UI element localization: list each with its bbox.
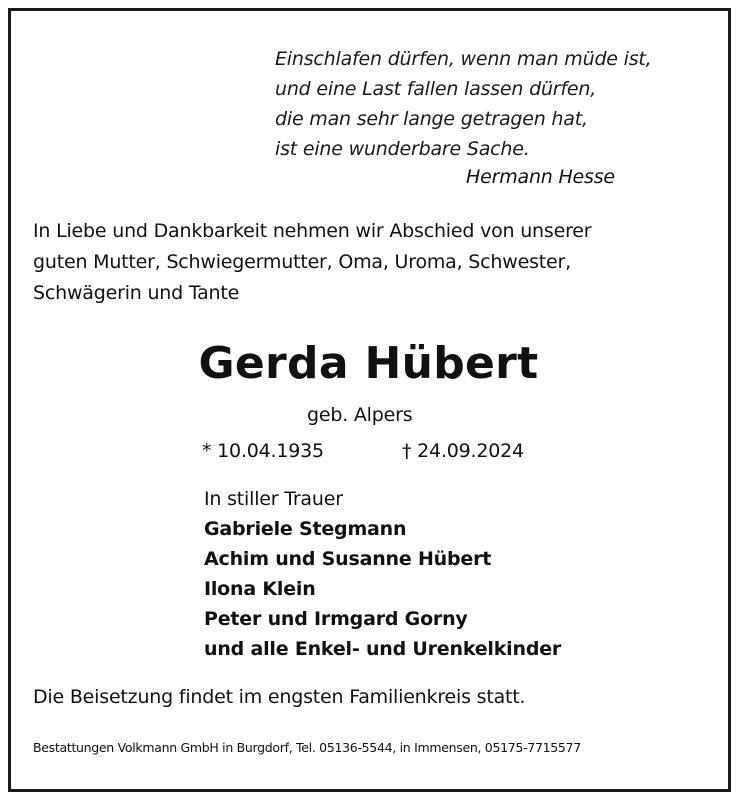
mourner-name: und alle Enkel- und Urenkelkinder [204,638,562,660]
burial-note: Die Beisetzung findet im engsten Familienkreis statt. [33,686,526,708]
quote-line: und eine Last fallen lassen dürfen, [275,78,597,100]
death-date: † 24.09.2024 [402,440,524,462]
intro-text [33,216,591,309]
mourners-list [204,484,561,664]
birth-name: geb. Alpers [307,404,413,426]
mourner-name: Gabriele Stegmann [204,518,407,540]
quote-line: die man sehr lange getragen hat, [275,108,588,130]
intro-line: In Liebe und Dankbarkeit nehmen wir Abschied von unserer [33,220,592,242]
quote-line: Einschlafen dürfen, wenn man müde ist, [275,48,652,70]
deceased-name: Gerda Hübert [198,338,539,389]
mourners-heading: In stiller Trauer [204,488,343,510]
intro-line: Schwägerin und Tante [33,282,240,304]
mourner-name: Achim und Susanne Hübert [204,548,492,570]
mourner-name: Peter und Irmgard Gorny [204,608,468,630]
quote [275,44,652,164]
birth-date: * 10.04.1935 [202,440,324,462]
quote-line: ist eine wunderbare Sache. [275,138,530,160]
quote-author: Hermann Hesse [466,166,615,188]
funeral-home-footer: Bestattungen Volkmann GmbH in Burgdorf, Tel. 05136-5544, in Immensen, 05175-7715577 [33,740,581,755]
intro-line: guten Mutter, Schwiegermutter, Oma, Uroma, Schwester, [33,251,571,273]
mourner-name: Ilona Klein [204,578,316,600]
